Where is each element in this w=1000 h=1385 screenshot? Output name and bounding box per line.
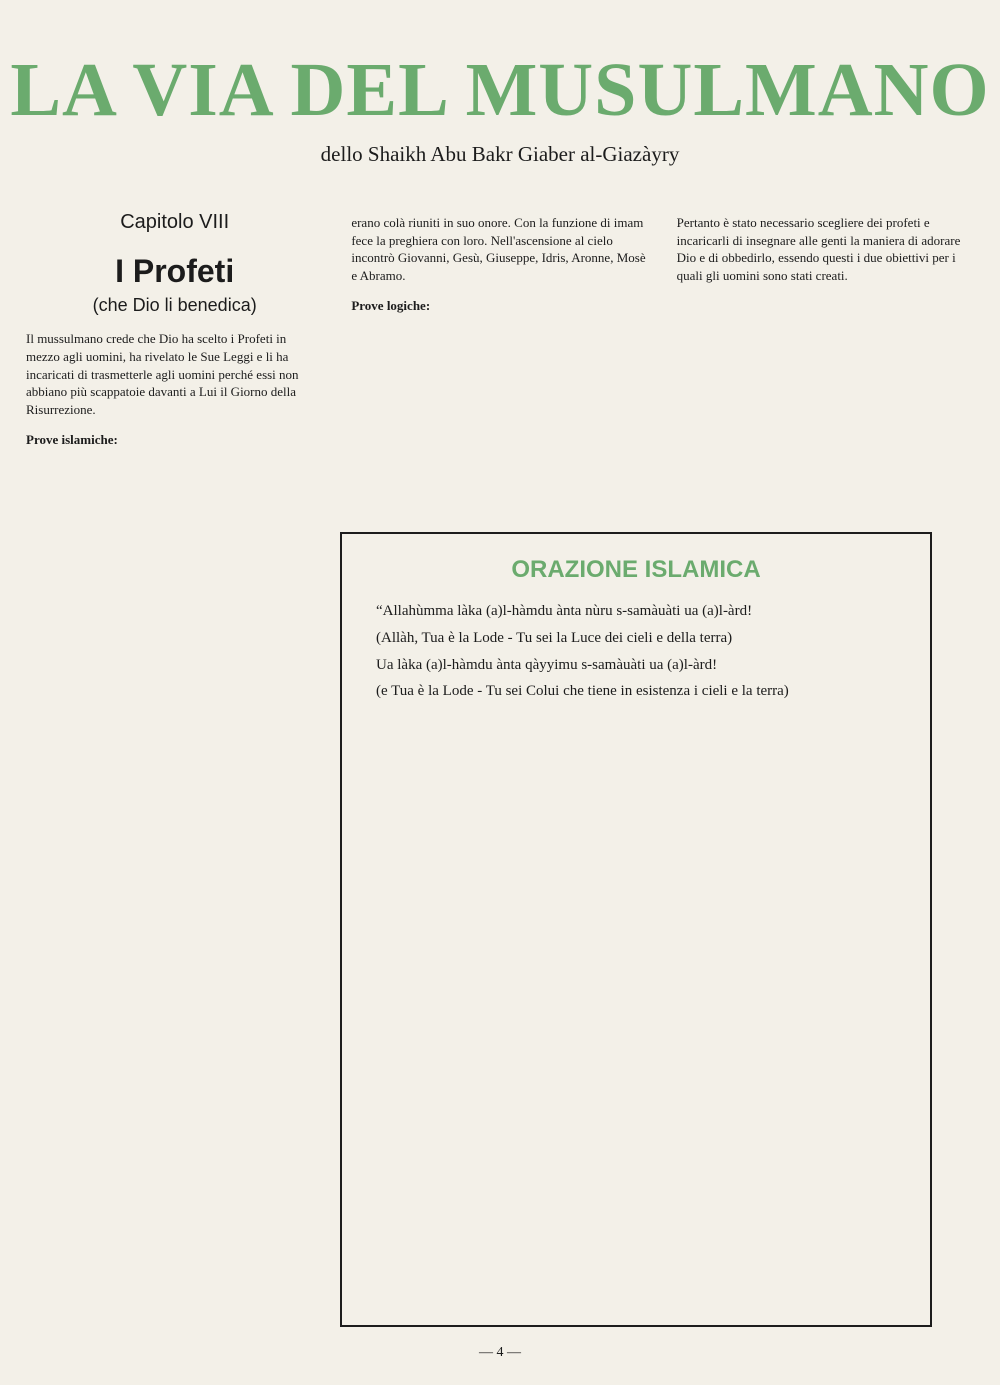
column-3-text: Pertanto è stato necessario scegliere dei profeti e incaricarli di insegnare alle genti la maniera di adorare Dio e di obbedirlo, essendo questi i due obiettivi per i quali gli uomini sono stati creati. <box>676 215 961 283</box>
column-2 <box>351 201 648 455</box>
prayer-line: “Allahùmma làka (a)l-hàmdu ànta nùru s-samàuàti ua (a)l-àrd! <box>376 603 753 619</box>
chapter-label: Capitolo VIII <box>120 211 230 233</box>
column-1 <box>26 201 323 455</box>
chapter-header <box>26 209 323 317</box>
page-title: LA VIA DEL MUSULMANO <box>10 48 990 132</box>
prayer-line: Ua làka (a)l-hàmdu ànta qàyyimu s-samàuàti ua (a)l-àrd! <box>376 656 718 673</box>
column-3 <box>677 201 974 455</box>
masthead <box>0 0 1000 167</box>
column-1-text: Il mussulmano crede che Dio ha scelto i Profeti in mezzo agli uomini, ha rivelato le Sue Leggi e li ha incaricati di trasmetterle agli uomini perché essi non abbiano più scappatoie davanti a Lui il Giorno della Risurrezione. <box>26 331 299 417</box>
chapter-title: I Profeti <box>115 253 235 289</box>
section-heading: Prove islamiche: <box>26 432 118 448</box>
prayer-box <box>340 532 932 1327</box>
prayer-title: ORAZIONE ISLAMICA <box>511 556 761 583</box>
page-number: — 4 — <box>479 1345 521 1360</box>
prayer-line: (Allàh, Tua è la Lode - Tu sei la Luce dei cieli e della terra) <box>376 629 733 646</box>
chapter-subtitle: (che Dio li benedica) <box>92 295 257 316</box>
column-2-text: erano colà riuniti in suo onore. Con la funzione di imam fece la preghiera con loro. Nell'ascensione al cielo incontrò Giovanni, Gesù, Giuseppe, Idris, Aronne, Mosè e Abramo. <box>351 215 646 283</box>
prayer-line: (e Tua è la Lode - Tu sei Colui che tiene in esistenza i cieli e la terra) <box>376 683 789 700</box>
author-line: dello Shaikh Abu Bakr Giaber al-Giazàyry <box>320 142 680 166</box>
article-columns <box>0 167 1000 455</box>
section-heading: Prove logiche: <box>351 298 431 314</box>
